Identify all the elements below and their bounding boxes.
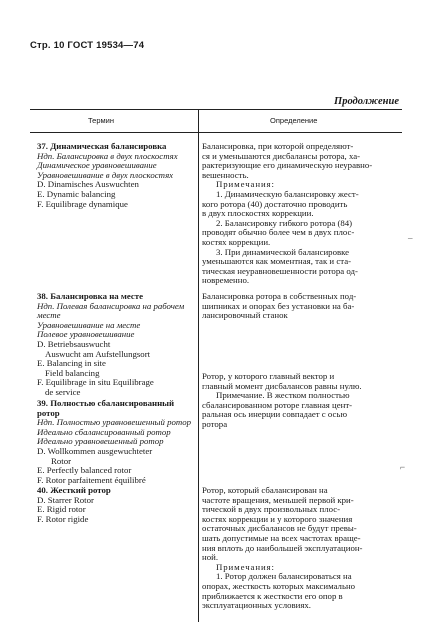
def-line: сбалансированном роторе главная цент- — [202, 399, 353, 410]
term-line: F. Rotor rigide — [37, 513, 89, 524]
term-line: Идеально уравновешенный ротор — [37, 436, 164, 447]
def-line: ральная ось инерции совпадает с осью — [202, 409, 348, 420]
term-title: 40. Жесткий ротор — [37, 485, 111, 495]
def-line: 2. Балансировку гибкого ротора (84) — [216, 217, 353, 228]
def-line: опорах, жесткость которых максимально — [202, 580, 356, 591]
def-line: главный момент дисбалансов равны нулю. — [202, 380, 362, 391]
term-line: F. Rotor parfaitement équilibré — [37, 474, 146, 485]
def-line: кого ротора (40) достаточно проводить — [202, 198, 348, 209]
def-line: в двух плоскостях коррекции. — [202, 208, 314, 219]
def-line: костях коррекции. — [202, 236, 271, 247]
page-header: Стр. 10 ГОСТ 19534—74 — [30, 40, 145, 51]
def-line: новременно. — [202, 275, 250, 286]
term-line: Ндп. Полевая балансировка на рабочем месте — [37, 300, 185, 321]
def-line: тическая неуравновешенности ротора од- — [202, 265, 358, 276]
def-line: шать допустимые на всех частотах враще- — [202, 532, 361, 543]
term-line: Field balancing — [45, 367, 100, 378]
def-line: Ротор, у которого главный вектор и — [202, 371, 335, 381]
definition-37 — [202, 142, 402, 286]
def-note-heading: Примечания: — [216, 561, 275, 572]
column-header-definition: Определение — [270, 116, 318, 125]
def-line: ротора — [202, 418, 228, 429]
term-line: de service — [45, 386, 81, 397]
def-note-heading: Примечания: — [216, 179, 275, 190]
def-line: эксплуатационных условиях. — [202, 600, 311, 611]
definition-39 — [202, 372, 402, 430]
term-title: 37. Динамическая балансировка — [37, 141, 167, 151]
term-line: Уравновешивание в двух плоскостях — [37, 169, 174, 180]
definition-40 — [202, 486, 402, 611]
def-line: проводят обычно более чем в двух плос- — [202, 227, 355, 238]
def-line: уменьшаются как моментная, так и ста- — [202, 256, 352, 267]
term-line: E. Rigid rotor — [37, 504, 86, 515]
def-line: остаточных дисбалансов не будут превы- — [202, 523, 357, 534]
term-line: D. Wollkommen ausgewuchteter — [37, 445, 153, 456]
term-line: Полевое уравновешивание — [37, 329, 135, 340]
def-line: ной. — [202, 552, 219, 563]
term-line: Уравновешивание на месте — [37, 319, 141, 330]
def-line: тической в двух произвольных плос- — [202, 504, 341, 515]
term-line: Rotor — [51, 455, 72, 466]
term-line: Auswucht am Aufstellungsort — [45, 348, 151, 359]
def-line: лансировочный станок — [202, 310, 288, 321]
term-line: D. Starrer Rotor — [37, 494, 94, 505]
definition-38 — [202, 292, 402, 321]
def-line: рактеризующие его динамическую неуравно- — [202, 160, 373, 171]
def-line: 3. При динамической балансировке — [216, 246, 350, 257]
term-37 — [37, 142, 197, 209]
term-line: D. Dinamisches Auswuchten — [37, 179, 139, 190]
margin-mark: ⌐ — [400, 462, 406, 472]
continuation-label: Продолжение — [334, 96, 399, 107]
def-line: Балансировка ротора в собственных под- — [202, 291, 357, 301]
def-line: 1. Ротор должен балансироваться на — [216, 571, 352, 582]
def-line: Балансировка, при которой определяют- — [202, 141, 354, 151]
margin-mark: – — [408, 233, 413, 243]
term-line: E. Balancing in site — [37, 358, 106, 369]
column-divider — [198, 110, 199, 622]
term-line: Динамическое уравновешивание — [37, 160, 157, 171]
def-line: костях коррекции и у которого значения — [202, 513, 353, 524]
term-line: F. Equilibrage in situ Equilibrage — [37, 377, 154, 388]
term-40 — [37, 486, 197, 524]
def-line: Ротор, который сбалансирован на — [202, 485, 328, 495]
def-line: вешенность. — [202, 169, 249, 180]
terms-table — [30, 109, 402, 622]
def-line: частоте вращения, меньшей первой кри- — [202, 494, 354, 505]
def-line: приближается к жесткости его опор в — [202, 590, 343, 601]
term-line: D. Betriebsauswucht — [37, 338, 111, 349]
term-38 — [37, 292, 197, 398]
def-line: Примечание. В жестком полностью — [216, 390, 350, 401]
term-line: F. Equilibrage dynamique — [37, 198, 128, 209]
term-line: Идеально сбалансированный ротор — [37, 426, 171, 437]
term-title: 39. Полностью сбалансированный ротор — [37, 398, 175, 418]
def-line: 1. Динамическую балансировку жест- — [216, 188, 359, 199]
term-line: E. Dynamic balancing — [37, 188, 116, 199]
table-header — [30, 110, 402, 133]
term-39 — [37, 399, 197, 485]
column-header-terms: Термин — [88, 116, 114, 125]
term-line: Ндп. Балансировка в двух плоскостях — [37, 150, 178, 161]
def-line: шипниках и опорах без установки на ба- — [202, 300, 355, 311]
term-title: 38. Балансировка на месте — [37, 291, 144, 301]
def-line: ния вплоть до наибольшей эксплуатацион- — [202, 542, 363, 553]
def-line: ся и уменьшаются дисбалансы ротора, ха- — [202, 150, 361, 161]
term-line: E. Perfectly balanced rotor — [37, 465, 132, 476]
term-line: Ндп. Полностью уравновешенный ротор — [37, 417, 192, 428]
